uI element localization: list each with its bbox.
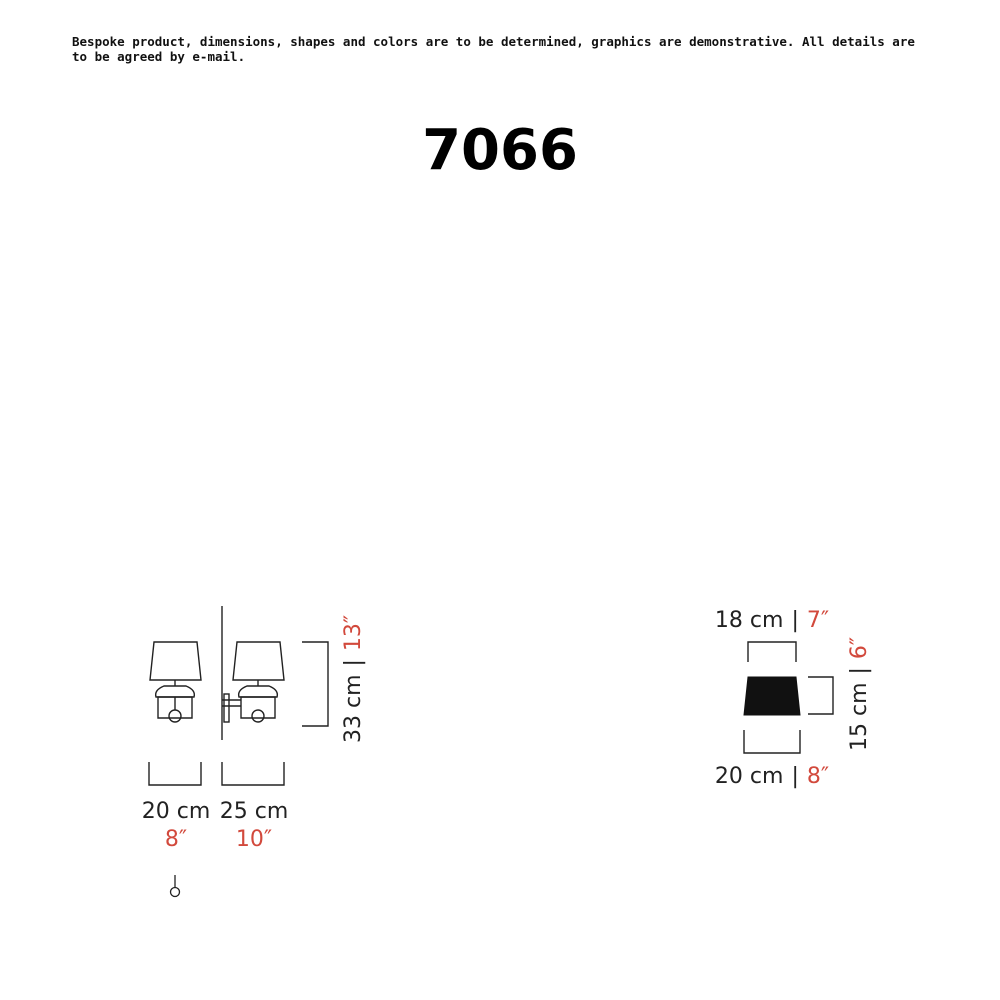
front-width-inch: 8″ <box>164 827 188 852</box>
shade-height-label: 15 cm | 6″ <box>847 636 872 751</box>
wall-plate <box>224 694 229 722</box>
front-ring <box>169 710 181 722</box>
front-width-bracket <box>149 762 201 785</box>
shade-bottom-bracket <box>744 730 800 753</box>
shade-bottom-label: 20 cm | 8″ <box>714 764 830 789</box>
projection-cm: 25 cm <box>219 799 289 824</box>
shade-height-bracket <box>808 677 833 714</box>
height-bracket <box>302 642 328 726</box>
front-shade-outline <box>150 642 201 680</box>
side-view-lamp <box>222 606 284 740</box>
side-bobeche <box>239 686 278 697</box>
side-ring <box>252 710 264 722</box>
side-shade-outline <box>233 642 284 680</box>
shade-solid <box>744 677 800 715</box>
lamp-height-label: 33 cm | 13″ <box>341 614 366 743</box>
front-width-cm: 20 cm <box>141 799 211 824</box>
shade-top-label: 18 cm | 7″ <box>714 608 830 633</box>
front-view-lamp <box>150 642 201 722</box>
side-body <box>241 697 275 718</box>
disclaimer-text: Bespoke product, dimensions, shapes and colors are to be determined, graphics are demonstrative. All details are to be agreed by e-mail. <box>72 34 915 64</box>
projection-inch: 10″ <box>235 827 273 852</box>
product-code: 7066 <box>422 118 578 183</box>
shade-top-bracket <box>748 642 796 662</box>
projection-bracket <box>222 762 284 785</box>
front-bobeche <box>156 686 195 697</box>
bulb-symbol-icon <box>171 875 180 897</box>
